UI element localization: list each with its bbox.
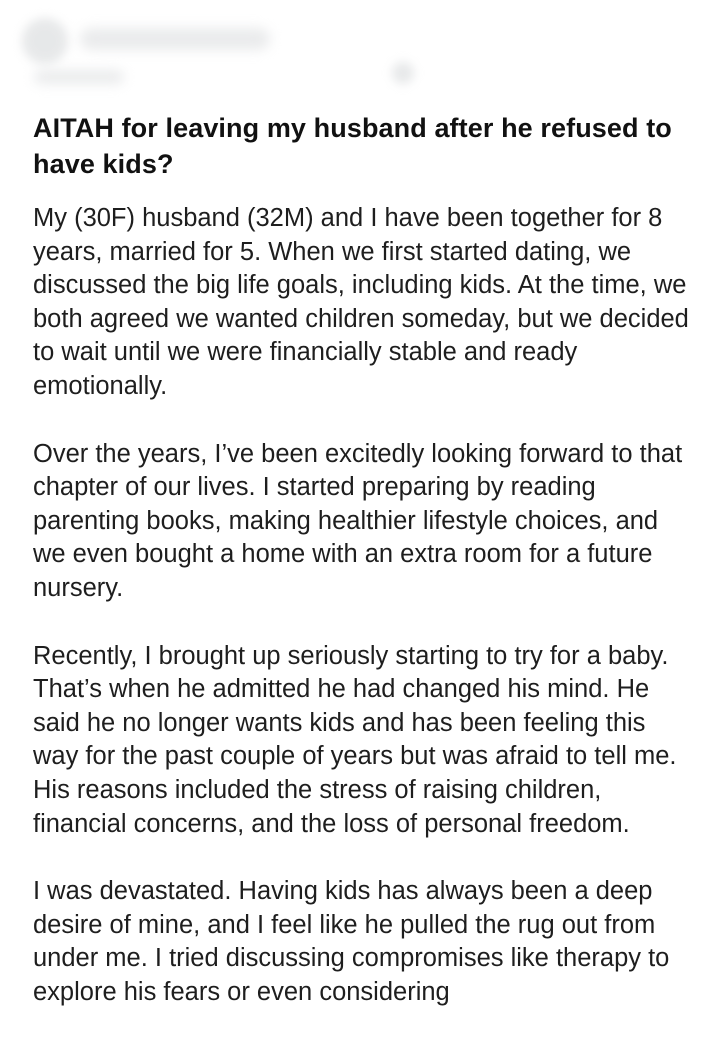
post-body — [33, 202, 693, 1009]
community-name-placeholder — [80, 28, 270, 50]
author-meta-placeholder — [34, 70, 124, 84]
post-paragraph: Recently, I brought up seriously starting to try for a baby. That’s when he admitted he had changed his mind. He said he no longer wants kids and has been feeling this way for the past couple of years but was afraid to tell me. His reasons included the stress of raising children, financial concerns, and the loss of personal freedom. — [33, 641, 677, 838]
post-title[interactable]: AITAH for leaving my husband after he refused to have kids? — [33, 113, 672, 179]
post-paragraph: Over the years, I’ve been excitedly looking forward to that chapter of our lives. I started preparing by reading parenting books, making healthier lifestyle choices, and we even bought a home with an extra room for a future nursery. — [33, 439, 683, 602]
more-options-icon[interactable] — [392, 62, 414, 84]
post-paragraph: My (30F) husband (32M) and I have been together for 8 years, married for 5. When we first started dating, we discussed the big life goals, including kids. At the time, we both agreed we wanted children someday, but we decided to wait until we were financially stable and ready emotionally. — [33, 204, 689, 400]
post-header-blurred — [0, 0, 718, 100]
reddit-post — [33, 110, 693, 1043]
avatar — [22, 18, 68, 64]
post-paragraph: I was devastated. Having kids has always been a deep desire of mine, and I feel like he pulled the rug out from under me. I tried discussing compromises like therapy to explore his fears or even considering — [33, 877, 670, 1006]
